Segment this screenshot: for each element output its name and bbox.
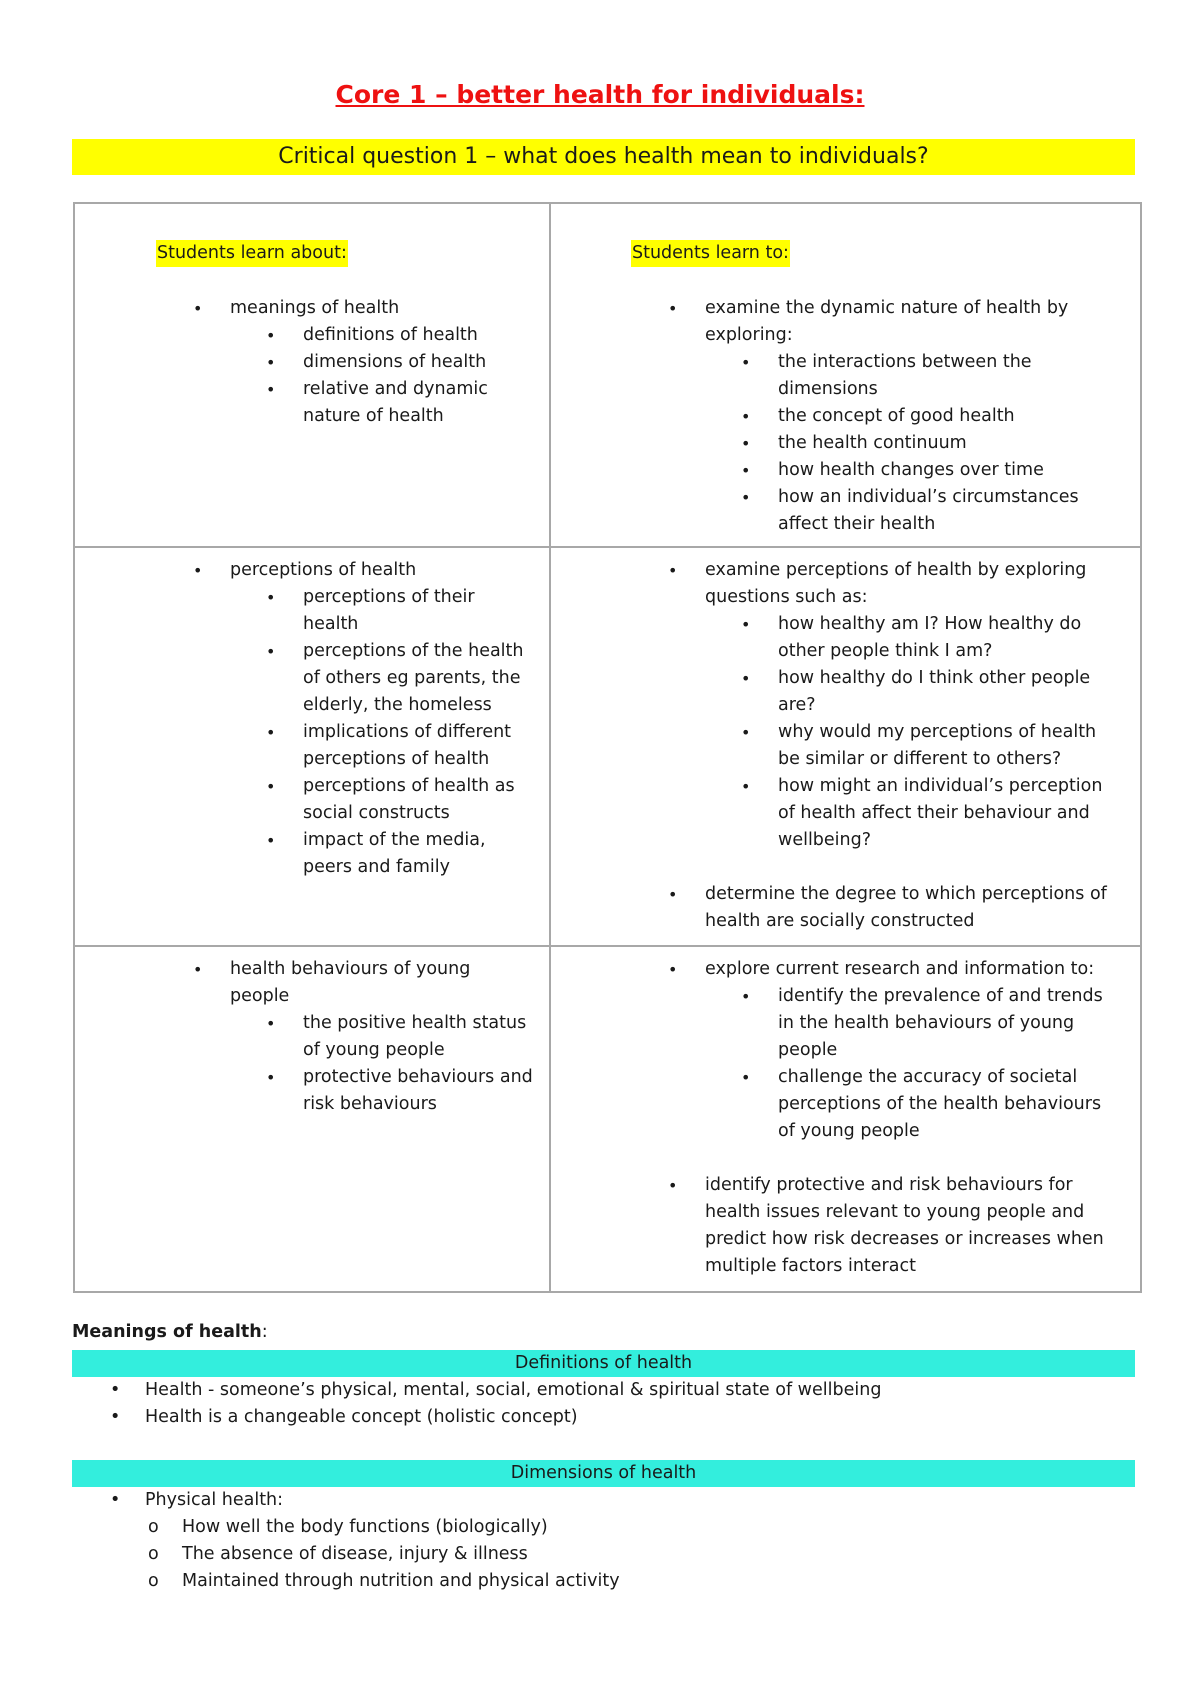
table-cell bbox=[550, 547, 1141, 946]
list-item: • how healthy am I? How healthy do bbox=[741, 614, 1082, 634]
circle-bullet-icon: o bbox=[148, 1517, 159, 1537]
table-cell bbox=[550, 946, 1141, 1292]
table-cell bbox=[74, 946, 550, 1292]
critical-question-banner: Critical question 1 – what does health mean to individuals? bbox=[72, 139, 1135, 175]
meanings-heading: Meanings of health: bbox=[72, 1322, 268, 1342]
list-item-continuation: health issues relevant to young people and bbox=[705, 1202, 1085, 1222]
syllabus-table bbox=[73, 202, 1142, 1293]
list-item-continuation: of health affect their behaviour and bbox=[778, 803, 1090, 823]
list-item-continuation: health are socially constructed bbox=[705, 911, 975, 931]
list-item-continuation: of young people bbox=[303, 1040, 445, 1060]
list-item-continuation: affect their health bbox=[778, 514, 936, 534]
list-item-continuation: multiple factors interact bbox=[705, 1256, 916, 1276]
list-item: • the health continuum bbox=[741, 433, 967, 453]
list-item-continuation: peers and family bbox=[303, 857, 451, 877]
list-item: • perceptions of the health bbox=[266, 641, 524, 661]
list-item: • implications of different bbox=[266, 722, 512, 742]
list-item-continuation: dimensions bbox=[778, 379, 878, 399]
list-item: • meanings of health bbox=[193, 298, 400, 318]
list-item: • identify protective and risk behaviours for bbox=[668, 1175, 1073, 1195]
list-item-continuation: questions such as: bbox=[705, 587, 868, 607]
list-item-continuation: people bbox=[230, 986, 290, 1006]
list-item: • impact of the media, bbox=[266, 830, 486, 850]
list-item: • determine the degree to which perceptions of bbox=[668, 884, 1107, 904]
document-title: Core 1 – better health for individuals: bbox=[335, 80, 865, 109]
dimensions-list bbox=[0, 1487, 1200, 1595]
bullet-icon: • bbox=[110, 1380, 121, 1400]
list-item: • examine perceptions of health by exploring bbox=[668, 560, 1087, 580]
list-item: • identify the prevalence of and trends bbox=[741, 986, 1103, 1006]
list-item-continuation: risk behaviours bbox=[303, 1094, 437, 1114]
definitions-heading: Definitions of health bbox=[72, 1350, 1135, 1377]
definitions-list bbox=[0, 1377, 1200, 1431]
list-item: • perceptions of health bbox=[193, 560, 417, 580]
list-item: • how health changes over time bbox=[741, 460, 1044, 480]
list-item: o The absence of disease, injury & illness bbox=[0, 1541, 1200, 1568]
list-item: • challenge the accuracy of societal bbox=[741, 1067, 1078, 1087]
dimensions-heading: Dimensions of health bbox=[72, 1460, 1135, 1487]
list-item: • how healthy do I think other people bbox=[741, 668, 1091, 688]
list-item-continuation: perceptions of health bbox=[303, 749, 490, 769]
table-cell bbox=[74, 547, 550, 946]
list-item: • Health is a changeable concept (holistic concept) bbox=[0, 1404, 1200, 1431]
bullet-icon: • bbox=[110, 1490, 121, 1510]
list-item: o How well the body functions (biologically) bbox=[0, 1514, 1200, 1541]
list-item-continuation: predict how risk decreases or increases when bbox=[705, 1229, 1104, 1249]
list-item: • Health - someone’s physical, mental, social, emotional & spiritual state of wellbeing bbox=[0, 1377, 1200, 1404]
list-item: • why would my perceptions of health bbox=[741, 722, 1097, 742]
circle-bullet-icon: o bbox=[148, 1544, 159, 1564]
list-item-continuation: of others eg parents, the bbox=[303, 668, 521, 688]
list-item-continuation: social constructs bbox=[303, 803, 450, 823]
list-item: • dimensions of health bbox=[266, 352, 487, 372]
list-item: • the concept of good health bbox=[741, 406, 1015, 426]
list-item: • the interactions between the bbox=[741, 352, 1032, 372]
left-column-header: Students learn about: bbox=[156, 240, 348, 267]
list-item-continuation: health bbox=[303, 614, 359, 634]
list-item-continuation: wellbeing? bbox=[778, 830, 872, 850]
list-item: • relative and dynamic bbox=[266, 379, 488, 399]
list-item: • explore current research and information to: bbox=[668, 959, 1095, 979]
list-item-continuation: of young people bbox=[778, 1121, 920, 1141]
list-item-continuation: in the health behaviours of young bbox=[778, 1013, 1075, 1033]
table-cell bbox=[550, 203, 1141, 547]
list-item: • how might an individual’s perception bbox=[741, 776, 1103, 796]
list-item: • perceptions of health as bbox=[266, 776, 515, 796]
list-item-continuation: nature of health bbox=[303, 406, 444, 426]
list-item-continuation: be similar or different to others? bbox=[778, 749, 1062, 769]
list-item: • how an individual’s circumstances bbox=[741, 487, 1079, 507]
list-item: • definitions of health bbox=[266, 325, 478, 345]
list-item-continuation: are? bbox=[778, 695, 816, 715]
list-item: • health behaviours of young bbox=[193, 959, 471, 979]
list-item: • examine the dynamic nature of health by bbox=[668, 298, 1069, 318]
list-item: • protective behaviours and bbox=[266, 1067, 533, 1087]
list-item: • Physical health: bbox=[0, 1487, 1200, 1514]
table-cell bbox=[74, 203, 550, 547]
list-item-continuation: exploring: bbox=[705, 325, 793, 345]
list-item: • the positive health status bbox=[266, 1013, 527, 1033]
list-item-continuation: elderly, the homeless bbox=[303, 695, 492, 715]
list-item-continuation: people bbox=[778, 1040, 838, 1060]
list-item-continuation: other people think I am? bbox=[778, 641, 993, 661]
list-item: o Maintained through nutrition and physical activity bbox=[0, 1568, 1200, 1595]
list-item: • perceptions of their bbox=[266, 587, 475, 607]
right-column-header: Students learn to: bbox=[631, 240, 790, 267]
circle-bullet-icon: o bbox=[148, 1571, 159, 1591]
list-item-continuation: perceptions of the health behaviours bbox=[778, 1094, 1102, 1114]
bullet-icon: • bbox=[110, 1407, 121, 1427]
